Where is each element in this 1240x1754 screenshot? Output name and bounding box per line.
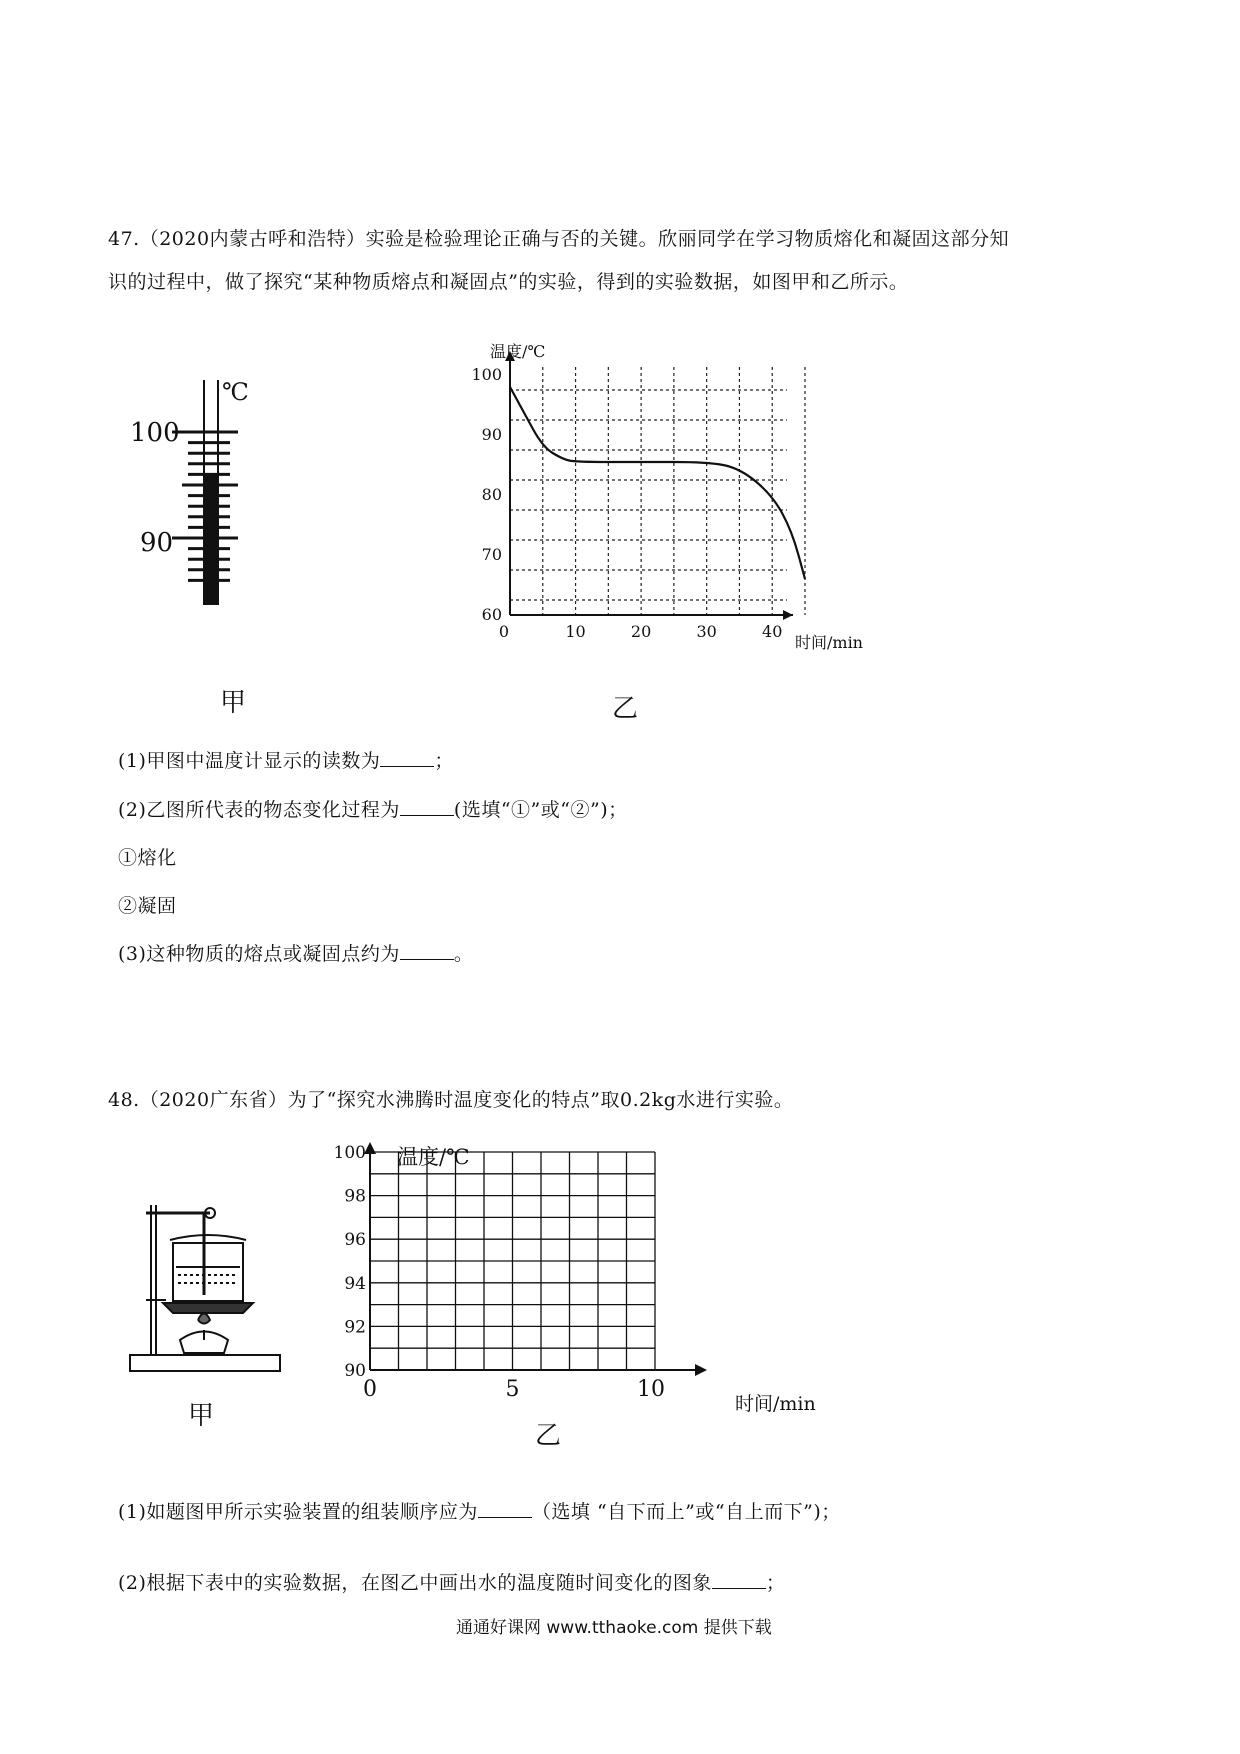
x-axis-label: 时间/min	[735, 1393, 816, 1415]
answer-blank[interactable]	[400, 943, 454, 960]
x-tick-label: 5	[505, 1377, 520, 1402]
melting-chart	[470, 342, 890, 655]
answer-blank[interactable]	[400, 799, 454, 816]
y-tick-label: 90	[481, 425, 502, 444]
flame	[198, 1314, 210, 1324]
y-tick-labels	[471, 365, 502, 624]
y-tick-label: 100	[471, 365, 502, 384]
option-melting: ①熔化	[118, 847, 177, 869]
y-tick-label: 92	[344, 1317, 366, 1338]
answer-blank[interactable]	[712, 1572, 766, 1589]
x-tick-label: 30	[696, 622, 717, 641]
chart-grid	[510, 367, 805, 615]
x-tick-label: 0	[498, 622, 510, 641]
thermometer-caption: 甲	[220, 688, 247, 718]
q48-question-1: (1)如题图甲所示实验装置的组装顺序应为 （选填 “自下而上”或“自上而下”)；	[118, 1501, 841, 1523]
x-tick-label: 0	[363, 1377, 377, 1402]
q47-question-2: (2)乙图所代表的物态变化过程为 (选填“①”或“②”)；	[118, 799, 628, 821]
boiling-chart-grid	[333, 1140, 875, 1440]
y-axis-label: 温度/℃	[490, 342, 546, 361]
thermometer-figure	[120, 370, 280, 630]
option-solidifying: ②凝固	[118, 895, 177, 917]
x-tick-labels	[499, 622, 782, 641]
thermometer-unit: ℃	[222, 378, 249, 406]
q48-question-2: (2)根据下表中的实验数据，在图乙中画出水的温度随时间变化的图象 ；	[118, 1572, 786, 1594]
y-tick-label: 94	[344, 1273, 366, 1294]
x-tick-labels	[363, 1377, 665, 1402]
boiling-apparatus-figure	[118, 1195, 288, 1385]
y-tick-labels	[334, 1143, 366, 1381]
answer-blank[interactable]	[478, 1501, 532, 1518]
wire-gauze	[163, 1303, 253, 1313]
q47-text-line2: 识的过程中，做了探究“某种物质熔点和凝固点”的实验，得到的实验数据，如图甲和乙所示。	[108, 271, 909, 293]
y-tick-label: 60	[481, 605, 502, 624]
chart-grid	[370, 1152, 655, 1370]
boiling-chart-caption: 乙	[535, 1421, 562, 1451]
x-axis-label: 时间/min	[795, 633, 863, 652]
y-axis-label: 温度/℃	[397, 1145, 470, 1169]
thermometer	[172, 380, 238, 605]
chart-axes	[505, 351, 793, 620]
q47-question-3: (3)这种物质的熔点或凝固点约为 。	[118, 943, 474, 965]
y-tick-label: 100	[333, 1143, 366, 1163]
thermometer-label-90: 90	[140, 528, 174, 558]
x-tick-label: 40	[762, 622, 783, 641]
thermometer-label-100: 100	[130, 418, 180, 448]
chart-caption: 乙	[612, 694, 639, 724]
y-tick-label: 70	[481, 545, 502, 564]
x-tick-label: 10	[637, 1377, 665, 1402]
y-tick-label: 80	[481, 485, 502, 504]
answer-blank[interactable]	[380, 750, 434, 767]
x-tick-label: 10	[565, 622, 586, 641]
temperature-curve	[510, 387, 805, 579]
x-axis-arrow	[695, 1364, 707, 1376]
x-axis-arrow	[783, 610, 793, 620]
apparatus-caption: 甲	[188, 1401, 215, 1431]
beaker	[173, 1243, 243, 1301]
y-tick-label: 96	[344, 1230, 366, 1251]
page-footer: 通通好课网 www.tthaoke.com 提供下载	[456, 1618, 772, 1638]
q47-text-line1: 47.（2020内蒙古呼和浩特）实验是检验理论正确与否的关键。欣丽同学在学习物质熔化和凝固这部分知	[108, 228, 1010, 250]
y-tick-label: 90	[344, 1361, 366, 1381]
y-tick-label: 98	[344, 1186, 366, 1207]
q48-text-line1: 48.（2020广东省）为了“探究水沸腾时温度变化的特点”取0.2kg水进行实验。	[108, 1089, 794, 1111]
mercury-column	[204, 474, 218, 605]
q47-question-1: (1)甲图中温度计显示的读数为 ；	[118, 750, 454, 772]
x-tick-label: 20	[630, 622, 652, 641]
stand-base	[130, 1355, 280, 1371]
